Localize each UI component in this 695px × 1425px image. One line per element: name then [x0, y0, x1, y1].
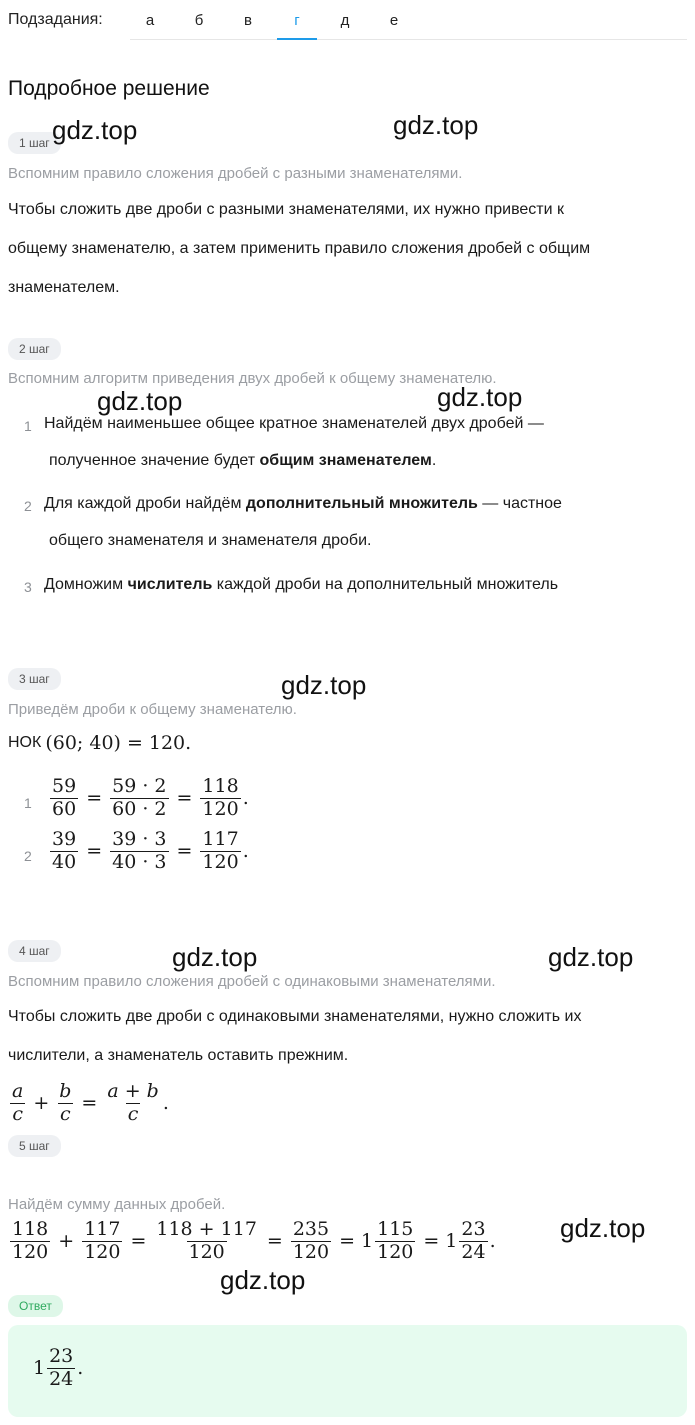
fraction — [110, 777, 168, 820]
subtasks-label: Подзадания: — [8, 11, 103, 28]
equals-sign: = — [339, 1230, 356, 1253]
plus-sign: + — [58, 1230, 75, 1253]
nok-word: НОК — [8, 734, 42, 751]
step-2-item-line: Найдём наименьшее общее кратное знаменателей двух дробей — — [44, 415, 544, 432]
step-5-hint: Найдём сумму данных дробей. — [8, 1196, 226, 1213]
item-text: Домножим — [44, 576, 128, 593]
fraction — [82, 1220, 122, 1263]
step-4-line: Чтобы сложить две дроби с одинаковыми знаменателями, нужно сложить их — [8, 1008, 582, 1025]
step-2-hint: Вспомним алгоритм приведения двух дробей к общему знаменателю. — [8, 370, 497, 387]
tab-e[interactable]: е — [389, 12, 399, 29]
numerator: a — [12, 1080, 24, 1102]
fraction — [291, 1220, 331, 1263]
step-2-item-line: общего знаменателя и знаменателя дроби. — [49, 532, 372, 549]
fraction — [47, 1347, 75, 1390]
denominator: c — [127, 1102, 139, 1125]
period: . — [162, 1092, 169, 1115]
denominator: 120 — [202, 797, 239, 820]
numerator: 59 · 2 — [112, 775, 167, 797]
watermark: gdz.top — [393, 110, 479, 140]
step-2-item-number: 1 — [24, 418, 32, 434]
answer-badge: Ответ — [8, 1295, 63, 1317]
step-1-badge: 1 шаг — [8, 132, 61, 154]
watermark: gdz.top — [281, 670, 367, 700]
equals-sign: = — [86, 840, 103, 863]
conversion-row — [48, 777, 249, 820]
numerator: 39 — [52, 828, 77, 850]
denominator: c — [60, 1102, 71, 1125]
step-3-hint: Приведём дроби к общему знаменателю. — [8, 701, 297, 718]
numerator: b — [59, 1080, 72, 1102]
tab-a[interactable]: а — [145, 12, 155, 29]
equals-sign: = — [86, 787, 103, 810]
fraction — [57, 1082, 73, 1125]
denominator: 40 · 3 — [112, 850, 167, 873]
step-2-item-line — [44, 576, 558, 594]
numerator: 235 — [292, 1218, 330, 1240]
watermark: gdz.top — [172, 942, 258, 972]
denominator: 24 — [49, 1367, 74, 1390]
step-2-item-number: 2 — [24, 498, 32, 514]
denominator: 120 — [12, 1240, 49, 1263]
watermark: gdz.top — [97, 386, 183, 416]
numerator: 23 — [461, 1218, 486, 1240]
tabs-divider — [130, 39, 687, 40]
denominator: 60 · 2 — [112, 797, 167, 820]
watermark: gdz.top — [52, 115, 138, 145]
step-3-badge: 3 шаг — [8, 668, 61, 690]
equals-sign: = — [266, 1230, 283, 1253]
step-2-item-number: 3 — [24, 579, 32, 595]
fraction — [105, 1082, 161, 1125]
fraction — [459, 1220, 487, 1263]
numerator: a + b — [107, 1080, 159, 1102]
tab-g[interactable]: г — [294, 12, 300, 29]
fraction — [154, 1220, 259, 1263]
active-tab-indicator — [277, 38, 317, 40]
nok-line — [8, 732, 191, 754]
fraction — [200, 777, 240, 820]
fraction — [10, 1220, 50, 1263]
denominator: 120 — [202, 850, 239, 873]
item-text: полученное значение будет — [49, 452, 260, 469]
period: . — [77, 1357, 84, 1380]
denominator: 120 — [292, 1240, 330, 1263]
fraction — [50, 830, 78, 873]
watermark: gdz.top — [437, 382, 523, 412]
numerator: 59 — [52, 775, 77, 797]
fraction — [10, 1082, 25, 1125]
step-4-text — [8, 997, 695, 1075]
denominator: 60 — [52, 797, 77, 820]
whole-part: 1 — [361, 1230, 374, 1253]
period: . — [242, 840, 249, 863]
equals-sign: = — [130, 1230, 147, 1253]
item-text: . — [431, 452, 437, 469]
fraction — [375, 1220, 415, 1263]
watermark: gdz.top — [220, 1265, 306, 1295]
numerator: 117 — [84, 1218, 121, 1240]
fraction — [110, 830, 168, 873]
step-1-hint: Вспомним правило сложения дробей с разными знаменателями. — [8, 165, 463, 182]
fraction — [200, 830, 240, 873]
step-4-line: числители, а знаменатель оставить прежним. — [8, 1047, 349, 1064]
equals-sign: = — [81, 1092, 98, 1115]
item-bold: дополнительный множитель — [245, 495, 478, 512]
page-title: Подробное решение — [8, 77, 210, 100]
numerator: 118 — [12, 1218, 49, 1240]
step-2-item-line — [49, 452, 436, 470]
step-1-line: Чтобы сложить две дроби с разными знаменателями, их нужно привести к — [8, 201, 565, 218]
numerator: 23 — [49, 1345, 74, 1367]
conversion-row — [48, 830, 249, 873]
fraction — [50, 777, 78, 820]
nok-args: (60; 40) — [45, 732, 121, 754]
step-2-badge: 2 шаг — [8, 338, 61, 360]
tab-d[interactable]: д — [340, 12, 350, 29]
sum-formula — [8, 1220, 496, 1263]
item-text: Для каждой дроби найдём — [44, 495, 246, 512]
watermark: gdz.top — [548, 942, 634, 972]
item-bold: числитель — [127, 576, 213, 593]
numerator: 115 — [377, 1218, 414, 1240]
conversion-number: 2 — [24, 848, 32, 864]
equals-sign: = — [176, 787, 193, 810]
denominator: 120 — [377, 1240, 414, 1263]
watermark: gdz.top — [560, 1213, 646, 1243]
addition-rule-formula — [8, 1082, 169, 1125]
answer-value — [33, 1347, 83, 1390]
step-2-item-line — [44, 495, 562, 513]
tab-v[interactable]: в — [244, 12, 252, 29]
denominator: 40 — [52, 850, 77, 873]
denominator: c — [12, 1102, 23, 1125]
equals-sign: = — [176, 840, 193, 863]
equals-sign: = — [423, 1230, 440, 1253]
numerator: 118 — [202, 775, 239, 797]
step-1-line: общему знаменателю, а затем применить правило сложения дробей с общим — [8, 240, 591, 257]
whole-part: 1 — [33, 1357, 46, 1380]
period: . — [489, 1230, 496, 1253]
step-1-text — [8, 190, 695, 307]
conversion-number: 1 — [24, 795, 32, 811]
plus-sign: + — [33, 1092, 50, 1115]
whole-part: 1 — [445, 1230, 458, 1253]
numerator: 117 — [202, 828, 239, 850]
item-bold: общим знаменателем — [259, 452, 432, 469]
tab-b[interactable]: б — [194, 12, 204, 29]
step-5-badge: 5 шаг — [8, 1135, 61, 1157]
step-4-badge: 4 шаг — [8, 940, 61, 962]
item-text: — частное — [477, 495, 562, 512]
denominator: 120 — [84, 1240, 121, 1263]
denominator: 120 — [188, 1240, 225, 1263]
denominator: 24 — [461, 1240, 486, 1263]
numerator: 39 · 3 — [112, 828, 167, 850]
numerator: 118 + 117 — [156, 1218, 257, 1240]
nok-value: 120. — [148, 732, 192, 754]
step-4-hint: Вспомним правило сложения дробей с одинаковыми знаменателями. — [8, 973, 496, 990]
item-text: каждой дроби на дополнительный множитель — [212, 576, 559, 593]
period: . — [242, 787, 249, 810]
answer-box — [8, 1325, 687, 1417]
equals-sign: = — [126, 732, 143, 754]
step-1-line: знаменателем. — [8, 279, 120, 296]
